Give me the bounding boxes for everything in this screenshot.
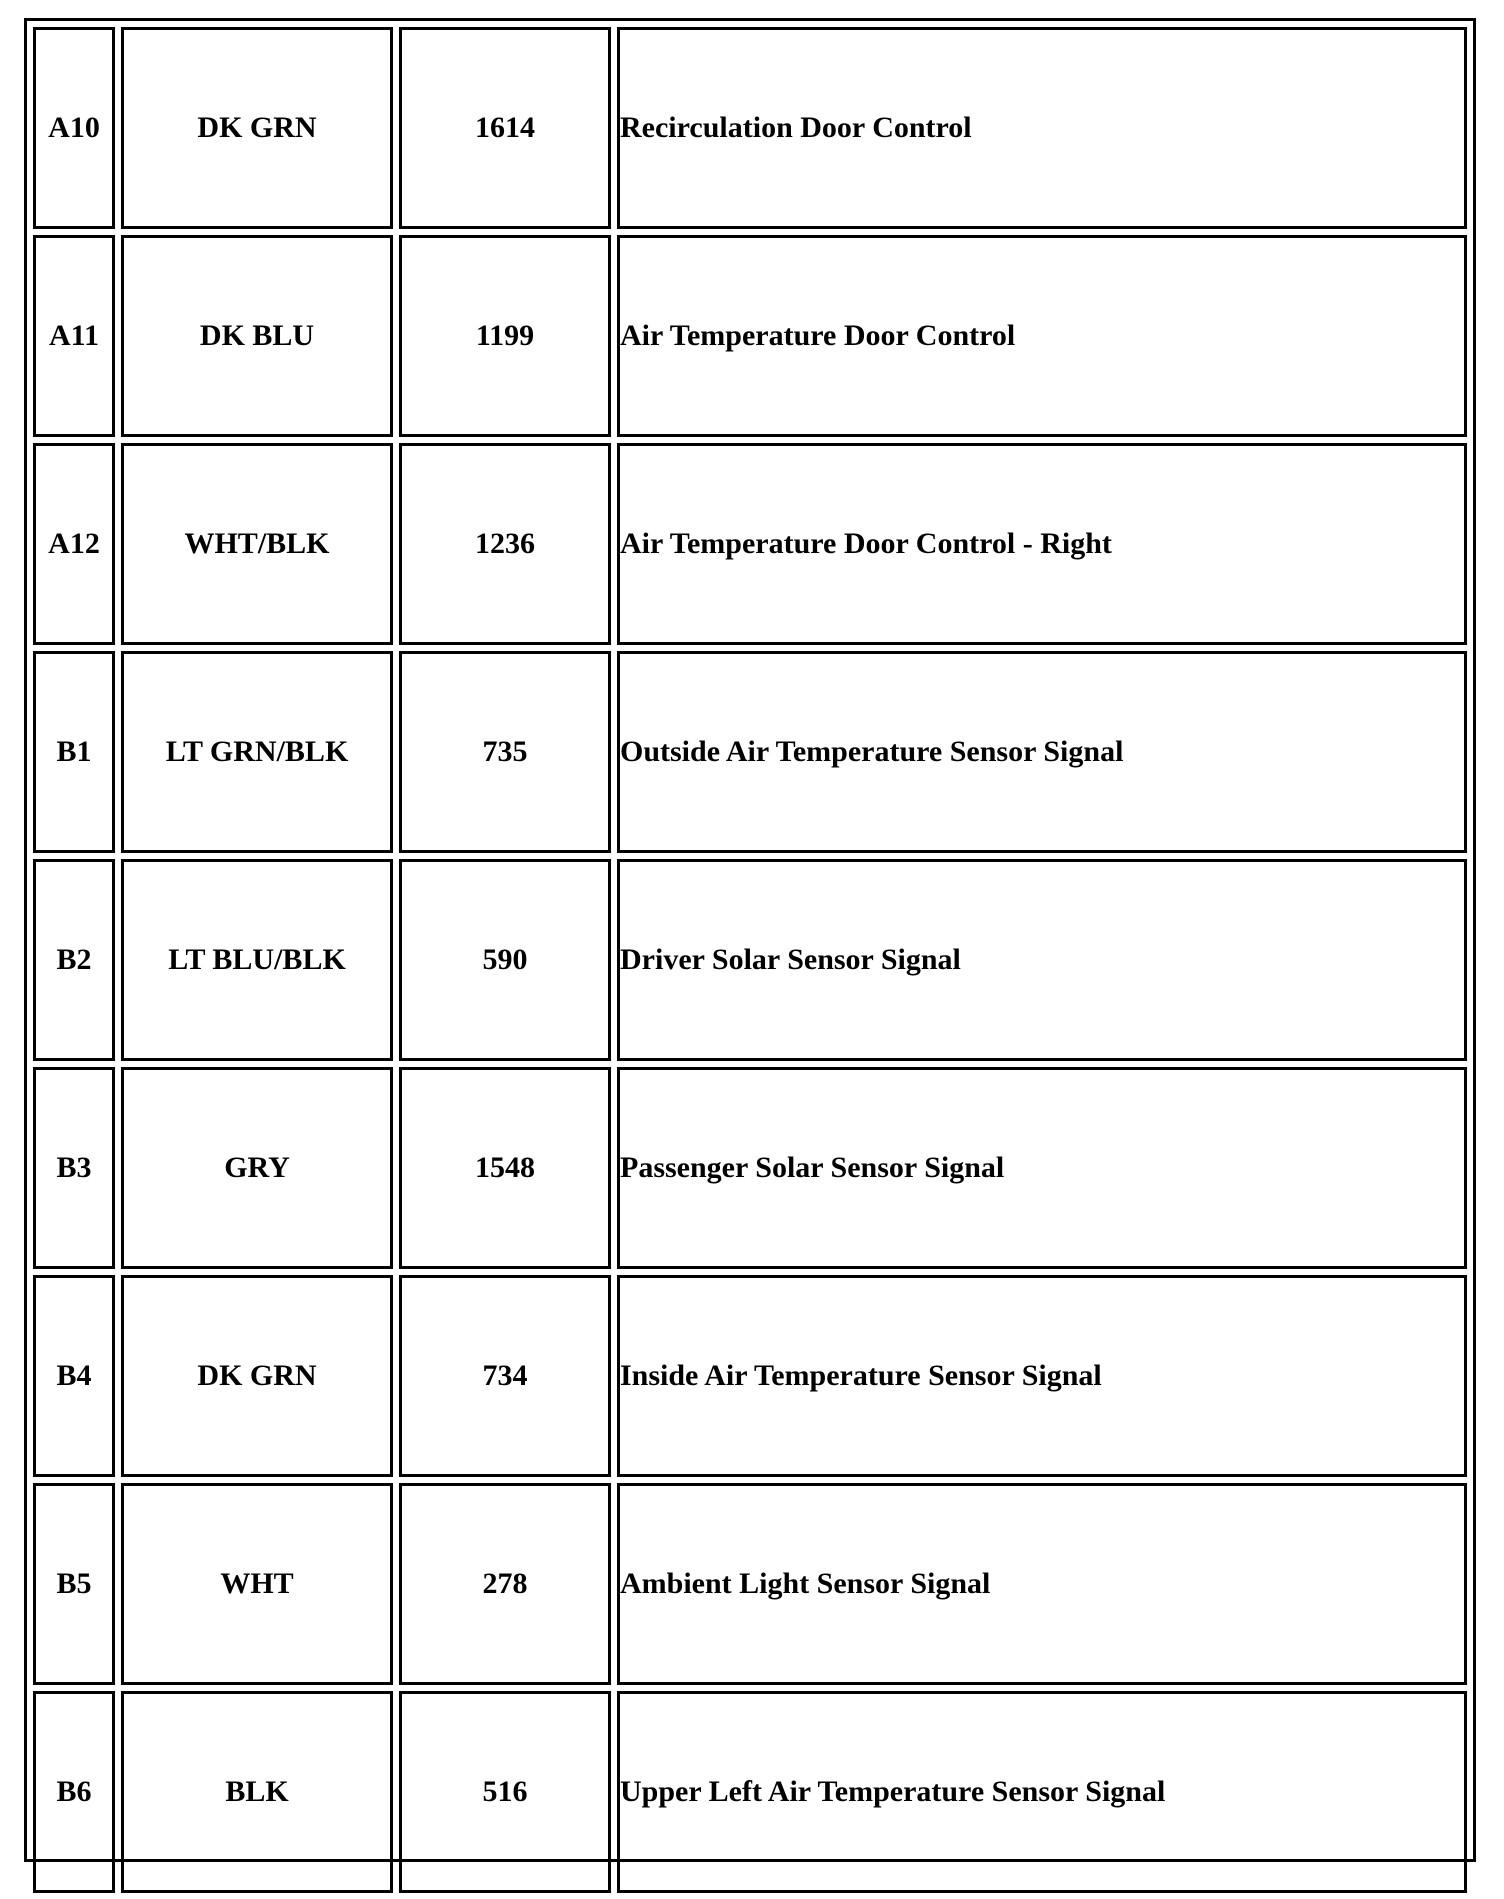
table-row (33, 1483, 1467, 1685)
function-cell: Upper Left Air Temperature Sensor Signal (617, 1691, 1467, 1893)
table-row (33, 27, 1467, 229)
pin-cell: B6 (33, 1691, 115, 1893)
wire-color-cell: LT BLU/BLK (121, 859, 393, 1061)
table-row (33, 235, 1467, 437)
pin-cell: A12 (33, 443, 115, 645)
wire-color-cell: LT GRN/BLK (121, 651, 393, 853)
circuit-number-cell: 1548 (399, 1067, 611, 1269)
pin-cell: B2 (33, 859, 115, 1061)
pin-cell: A11 (33, 235, 115, 437)
function-cell: Inside Air Temperature Sensor Signal (617, 1275, 1467, 1477)
wire-color-cell: BLK (121, 1691, 393, 1893)
circuit-number-cell: 735 (399, 651, 611, 853)
wire-color-cell: GRY (121, 1067, 393, 1269)
function-cell: Driver Solar Sensor Signal (617, 859, 1467, 1061)
table-row (33, 1691, 1467, 1893)
pin-cell: B5 (33, 1483, 115, 1685)
circuit-number-cell: 1614 (399, 27, 611, 229)
wire-color-cell: WHT (121, 1483, 393, 1685)
function-cell: Recirculation Door Control (617, 27, 1467, 229)
circuit-number-cell: 516 (399, 1691, 611, 1893)
table-row (33, 1275, 1467, 1477)
wire-color-cell: WHT/BLK (121, 443, 393, 645)
wire-color-cell: DK GRN (121, 1275, 393, 1477)
pin-cell: B3 (33, 1067, 115, 1269)
pin-cell: A10 (33, 27, 115, 229)
connector-pinout-table (27, 21, 1473, 1899)
pin-cell: B1 (33, 651, 115, 853)
table-row (33, 443, 1467, 645)
function-cell: Outside Air Temperature Sensor Signal (617, 651, 1467, 853)
table-row (33, 651, 1467, 853)
circuit-number-cell: 734 (399, 1275, 611, 1477)
circuit-number-cell: 1236 (399, 443, 611, 645)
function-cell: Passenger Solar Sensor Signal (617, 1067, 1467, 1269)
wire-color-cell: DK BLU (121, 235, 393, 437)
connector-pinout-table-frame (24, 18, 1476, 1862)
function-cell: Air Temperature Door Control - Right (617, 443, 1467, 645)
pin-cell: B4 (33, 1275, 115, 1477)
function-cell: Ambient Light Sensor Signal (617, 1483, 1467, 1685)
circuit-number-cell: 278 (399, 1483, 611, 1685)
table-row (33, 1067, 1467, 1269)
table-row (33, 859, 1467, 1061)
function-cell: Air Temperature Door Control (617, 235, 1467, 437)
circuit-number-cell: 1199 (399, 235, 611, 437)
circuit-number-cell: 590 (399, 859, 611, 1061)
wire-color-cell: DK GRN (121, 27, 393, 229)
